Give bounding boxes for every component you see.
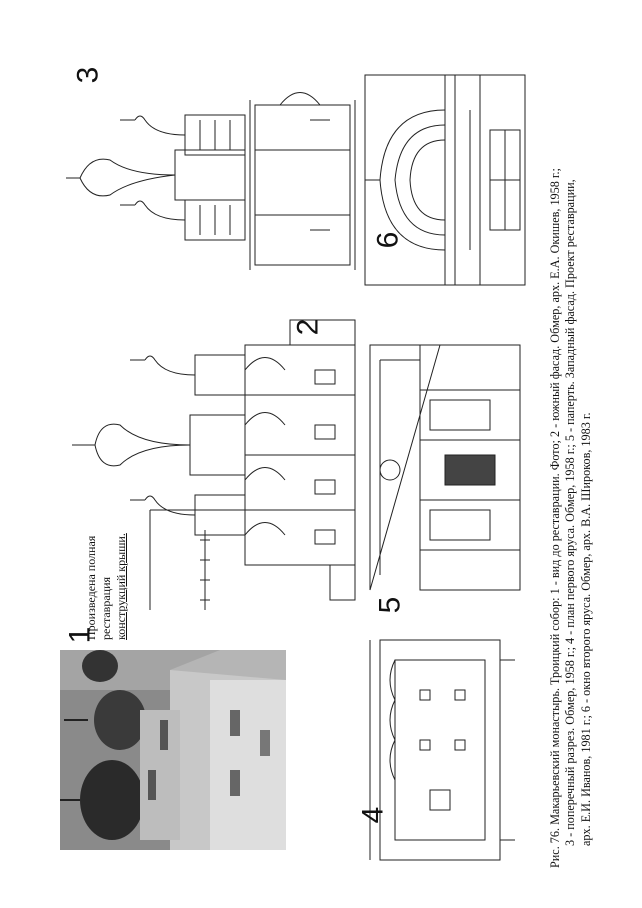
caption-line-1: Рис. 76. Макарьевский монастырь. Троицкий собор: 1 - вид до реставрации. Фото; 2 - южный фасад. Обмер, арх. Е.А. Окишев, 1958 г.; <box>548 168 562 868</box>
panel-number-1: 1 <box>63 626 97 644</box>
floor-plan-drawing <box>370 640 515 860</box>
porch-facade-drawing <box>370 345 520 590</box>
panel-number-5: 5 <box>373 596 407 614</box>
note-line-3: конструкций крыши. <box>114 533 128 640</box>
note-line-1: Произведена полная <box>84 535 98 640</box>
caption-line-3: арх. Е.И. Иванов, 1981 г.; 6 - окно второго яруса. Обмер, арх. В.А. Широков, 1983 г. <box>578 412 593 846</box>
window-detail-drawing <box>365 75 525 285</box>
scale-bar <box>200 530 210 610</box>
note-line-2: реставрация <box>99 576 113 640</box>
restoration-note <box>84 533 129 640</box>
panel-number-4: 4 <box>356 806 390 824</box>
cross-section-drawing <box>66 93 355 271</box>
panel-number-2: 2 <box>291 318 325 336</box>
caption-line-2: 3 - поперечный разрез. Обмер, 1958 г.; 4 - план первого яруса. Обмер, 1958 г.; 5 - паперть. Западный фасад. Проект реставрации, <box>563 179 578 846</box>
panel-number-3: 3 <box>71 66 105 84</box>
panel-number-6: 6 <box>371 231 405 249</box>
figure-caption <box>548 48 594 868</box>
